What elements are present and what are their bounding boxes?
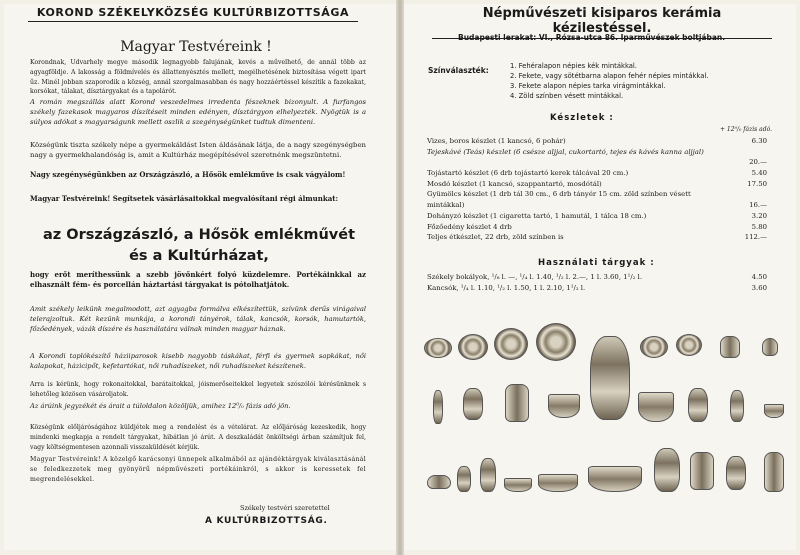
vase-image [688, 388, 708, 422]
price-row: Székely bokályok, ¹/₈ l. —, ¹/₄ l. 1.40, ¹/₂ l. 2.—, 1 l. 3.60, 1¹/₂ l. 4.50 [427, 273, 767, 281]
vase-image [480, 458, 496, 492]
mug-image [762, 338, 778, 356]
paragraph-4: Nagy szegénységünkben az Országzászló, a Hősök emlékműve is csak vágyálom! [30, 170, 346, 179]
items-list [427, 272, 767, 293]
paragraph-5: Magyar Testvéreink! Segítsetek vásárlásaitokkal megvalósítani régi álmunkat: [30, 194, 339, 203]
paragraph-7: Amit székely leikünk megalmodott, azt agyagba formálva elkészítettük, szívünk derűs virágaival telerajzoltuk. Két kezünk munkája, a korondi tányérok, tálak, kancsók, korsók, hamutartók, főzőedények, vázák díszére és használatára válnak minden magyar háznak. [30, 305, 366, 333]
greeting: Magyar Testvéreink ! [120, 39, 272, 55]
highlight-goal: az Országzászló, a Hősök emlékművét és a Kultúrházat, [42, 227, 356, 264]
paragraph-6: hogy erőt meríthessünk a szebb jövőnkért folyó küzdelemre. Portékáinkkal az elhasznált fém- és porcellán háztartási tárgyakat is pótolhatjátok. [30, 270, 366, 289]
price-row: Főzőedény készlet 4 drb 5.80 [427, 222, 767, 231]
vase-image [590, 336, 630, 420]
page-gutter [396, 0, 404, 555]
jug-image [690, 452, 714, 490]
basket-jug-image [505, 384, 529, 422]
paragraph-8: A Korondi taplókészítő háziiparosok kisebb nagyobb táskákat, férfi és gyermek sapkákat, női kalapokat, házicipőt, kefetartókat, női ruhadíszeket, női ruhadíszeket készítenek. [30, 352, 366, 370]
plate-image [640, 336, 668, 358]
baking-dish-image [538, 474, 578, 492]
plate-image [494, 328, 528, 360]
paragraph-2: A román megszállás alatt Korond veszedelmes irredenta fészeknek bizonyult. A furfangos székely fazekasok magyaros díszítéseit minden edényen, dísztárgyon elhelyezték. Nyögtük is a súlyos adókat s magyarságunk mellett oszlik a szegénységünket tudtuk dimenteni. [30, 98, 366, 126]
baking-dish-image [504, 478, 532, 492]
casserole-image [588, 466, 642, 492]
left-header: KOROND SZÉKELYKÖZSÉG KULTÚRBIZOTTSÁGA [28, 6, 358, 22]
price-row: Mosdó készlet (1 kancsó, szappantartó, mosdótál) 17.50 [427, 179, 767, 188]
paragraph-3: Községünk tiszta székely népe a gyermekáldást Isten áldásának látja, de a nagy szegénységben nagy a gyermekhalandóság is, amit a Kultúrház megépítésével szeretnénk megszüntetni. [30, 141, 366, 159]
paragraph-10: Az árúink jegyzékét és árait a túloldalon közöljük, amihez 12⁰/₀ fázis adó jön. [30, 402, 291, 410]
price-row: Tojástartó készlet (6 drb tojástartó kerek tálcával 20 cm.) 5.40 [427, 169, 767, 178]
color-option: 1. Fehéralapon népies kék mintákkal. [510, 62, 637, 70]
price-row: Dohányzó készlet (1 cigaretta tartó, 1 hamutál, 1 tálca 18 cm.) 3.20 [427, 211, 767, 220]
dish-image [764, 404, 784, 418]
colors-label: Színválaszték: [428, 66, 489, 75]
price-row: Gyümölcs készlet (1 drb tál 30 cm., 6 drb tányér 15 cm. zöld színben vésett mintákkal) 16.— [427, 190, 767, 210]
plate-image [424, 338, 452, 358]
vase-image [457, 466, 471, 492]
jug-image [764, 452, 784, 492]
paragraph-11: Községünk előljáróságához küldjétek meg a rendelést és a vételárat. Az előljáróság kezeskedik, hogy mindenki megkapja a rendelt tárgyakat, hibátlan jó árút. A deszkaládát önköltségi árban számítjuk fel, vagy költségmentesen azonnali visszaküldését kérjük. [30, 424, 366, 451]
plate-image [536, 323, 576, 361]
color-option: 2. Fekete, vagy sötétbarna alapon fehér népies mintákkal. [510, 72, 709, 80]
store-address: Budapesti lerakat: VI., Rózsa-utca 86. Iparművészek boltjában. [458, 33, 726, 42]
color-option: 3. Fekete alapon népies tarka virágmintákkal. [510, 82, 666, 90]
price-row: Kancsók, ¹/₄ l. 1.10, ¹/₂ l. 1.50, 1 l. 2.10, 1¹/₂ l. 3.60 [427, 283, 767, 292]
sets-title: Készletek : [550, 113, 614, 123]
vase-image [654, 448, 680, 492]
paragraph-1: Korondnak, Udvarhely megye második legnagyobb falujának, kevés a művelhető, de annál több az agyagföldje. A lakosság a földmívelés és állattenyésztés mellett, megélhetésének biztosítása végett ipart űz. Minél jobban szaporodik a község, annál szorgalmasabban és nagy hozzáértéssel készítik a fazekakat, korsókat, tálakat, dísztárgyakat és a tapolárót. [30, 59, 366, 96]
jug-image [720, 336, 740, 358]
tax-note: + 12⁰/₀ fázis adó. [720, 126, 773, 133]
vase-image [730, 390, 744, 422]
plate-image [458, 334, 488, 360]
right-header: Népművészeti kisiparos kerámia kézilestéssel. [432, 6, 772, 39]
price-row: Teljes étkészlet, 22 drb, zöld színben is 112.— [427, 233, 767, 242]
paragraph-12: Magyar Testvéreink! A közelgő karácsonyi ünnepek alkalmából az ajándéktárgyak kiválasztásánál se feledkezzetek meg gyönyörű népművészeti portékáinkról, s akkor is keressetek fel megrendelésekkel. [30, 456, 366, 483]
items-title: Használati tárgyak : [538, 258, 655, 268]
vase-image [463, 388, 483, 420]
candlestick-image [433, 390, 443, 424]
flowerpot-image [638, 392, 674, 422]
color-option: 4. Zöld színben vésett mintákkal. [510, 92, 624, 100]
cup-image [427, 475, 451, 489]
price-row: Tejeskávé (Teás) készlet (6 csésze aljjal, cukortartó, tejes és kávés kanna aljjal) 20.— [427, 147, 767, 167]
signature-greeting: Székely testvéri szeretettel [240, 504, 330, 512]
vase-image [726, 456, 746, 490]
color-options [510, 61, 708, 101]
price-row: Vizes, boros készlet (1 kancsó, 6 pohár) 6.30 [427, 137, 767, 145]
plate-image [676, 334, 702, 356]
paragraph-9: Arra is kérünk, hogy rokonaitokkal, barátaitokkal, jóismerőseitekkel legyetek szószólói kérésünknek s lehetőleg közösen vásároljatok. [30, 381, 366, 398]
signature: A KULTÚRBIZOTTSÁG. [205, 516, 328, 526]
sets-list [427, 136, 767, 243]
bowl-image [548, 394, 580, 418]
